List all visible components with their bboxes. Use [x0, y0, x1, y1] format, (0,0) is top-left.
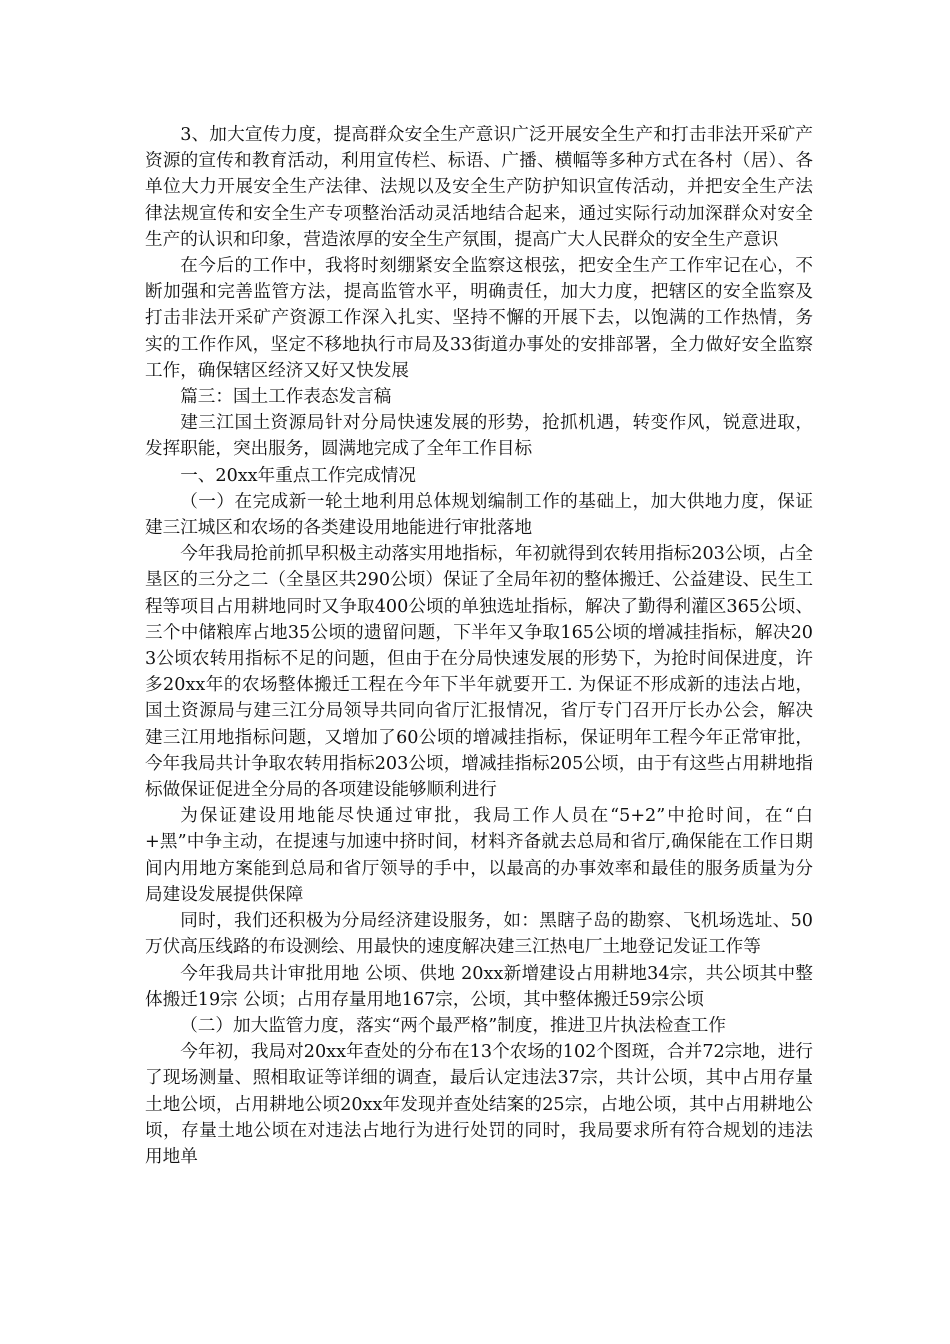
document-body	[145, 122, 813, 1170]
paragraph-approval-speed: 为保证建设用地能尽快通过审批，我局工作人员在“5+2”中抢时间，在“白+黑”中争主动，在提速与加速中挤时间，材料齐备就去总局和省厅,确保能在工作日期间内用地方案能到总局和省厅领导的手中，以最高的办事效率和最佳的服务质量为分局建设发展提供保障	[145, 806, 813, 905]
paragraph-publicity: 3、加大宣传力度，提高群众安全生产意识广泛开展安全生产和打击非法开采矿产资源的宣传和教育活动，利用宣传栏、标语、广播、横幅等多种方式在各村（居）、各单位大力开展安全生产法律、法规以及安全生产防护知识宣传活动，并把安全生产法律法规宣传和安全生产专项整治活动灵活地结合起来，通过实际行动加深群众对安全生产的认识和印象，营造浓厚的安全生产氛围，提高广大人民群众的安全生产意识	[145, 125, 813, 250]
paragraph-approval-stats: 今年我局共计审批用地 公顷、供地 20xx新增建设占用耕地34宗，共公顷其中整体搬迁19宗 公顷；占用存量用地167宗，公顷，其中整体搬迁59宗公顷	[145, 963, 813, 1010]
paragraph-bureau-intro: 建三江国土资源局针对分局快速发展的形势，抢抓机遇，转变作风，锐意进取，发挥职能，突出服务，圆满地完成了全年工作目标	[145, 413, 813, 460]
subheading-supervision: （二）加大监管力度，落实“两个最严格”制度，推进卫片执法检查工作	[180, 1015, 726, 1036]
paragraph-economic-service: 同时，我们还积极为分局经济建设服务，如：黑瞎子岛的勘察、飞机场选址、50万伏高压线路的布设测绘、用最快的速度解决建三江热电厂土地登记发证工作等	[145, 911, 813, 958]
paragraph-land-quota: 今年我局抢前抓早积极主动落实用地指标，年初就得到农转用指标203公顷，占全垦区的三分之二（全垦区共290公顷）保证了全局年初的整体搬迁、公益建设、民生工程等项目占用耕地同时又争取400公顷的单独选址指标，解决了勤得利灌区365公顷、三个中储粮库占地35公顷的遗留问题，下半年又争取165公顷的增减挂指标，解决203公顷农转用指标不足的问题，但由于在分局快速发展的形势下，为抢时间保进度，许多20xx年的农场整体搬迁工程在今年下半年就要开工. 为保证不形成新的违法占地，国土资源局与建三江分局领导共同向省厅汇报情况，省厅专门召开厅长办公会，解决建三江用地指标问题，又增加了60公顷的增减挂指标，保证明年工程今年正常审批，今年我局共计争取农转用指标203公顷，增减挂指标205公顷，由于有这些占用耕地指标做保证促进全分局的各项建设能够顺利进行	[145, 544, 813, 801]
subheading-land-supply: （一）在完成新一轮土地利用总体规划编制工作的基础上，加大供地力度，保证建三江城区和农场的各类建设用地能进行审批落地	[145, 491, 813, 539]
paragraph-violation-investigation: 今年初，我局对20xx年查处的分布在13个农场的102个图斑，合并72宗地，进行了现场测量、照相取证等详细的调查，最后认定违法37宗，共计公顷，其中占用存量土地公顷，占用耕地公顷20xx年发现并查处结案的25宗，占地公顷，其中占用耕地公顷，存量土地公顷在对违法占地行为进行处罚的同时，我局要求所有符合规划的违法用地单	[145, 1042, 813, 1167]
paragraph-future-work: 在今后的工作中，我将时刻绷紧安全监察这根弦，把安全生产工作牢记在心，不断加强和完善监管方法，提高监管水平，明确责任，加大力度，把辖区的安全监察及打击非法开采矿产资源工作深入扎实、坚持不懈的开展下去，以饱满的工作热情，务实的工作作风，坚定不移地执行市局及33街道办事处的安排部署，全力做好安全监察工作，确保辖区经济又好又快发展	[145, 256, 813, 381]
section-heading-part-three: 篇三：国土工作表态发言稿	[180, 387, 392, 408]
heading-key-work: 一、20xx年重点工作完成情况	[180, 465, 416, 486]
